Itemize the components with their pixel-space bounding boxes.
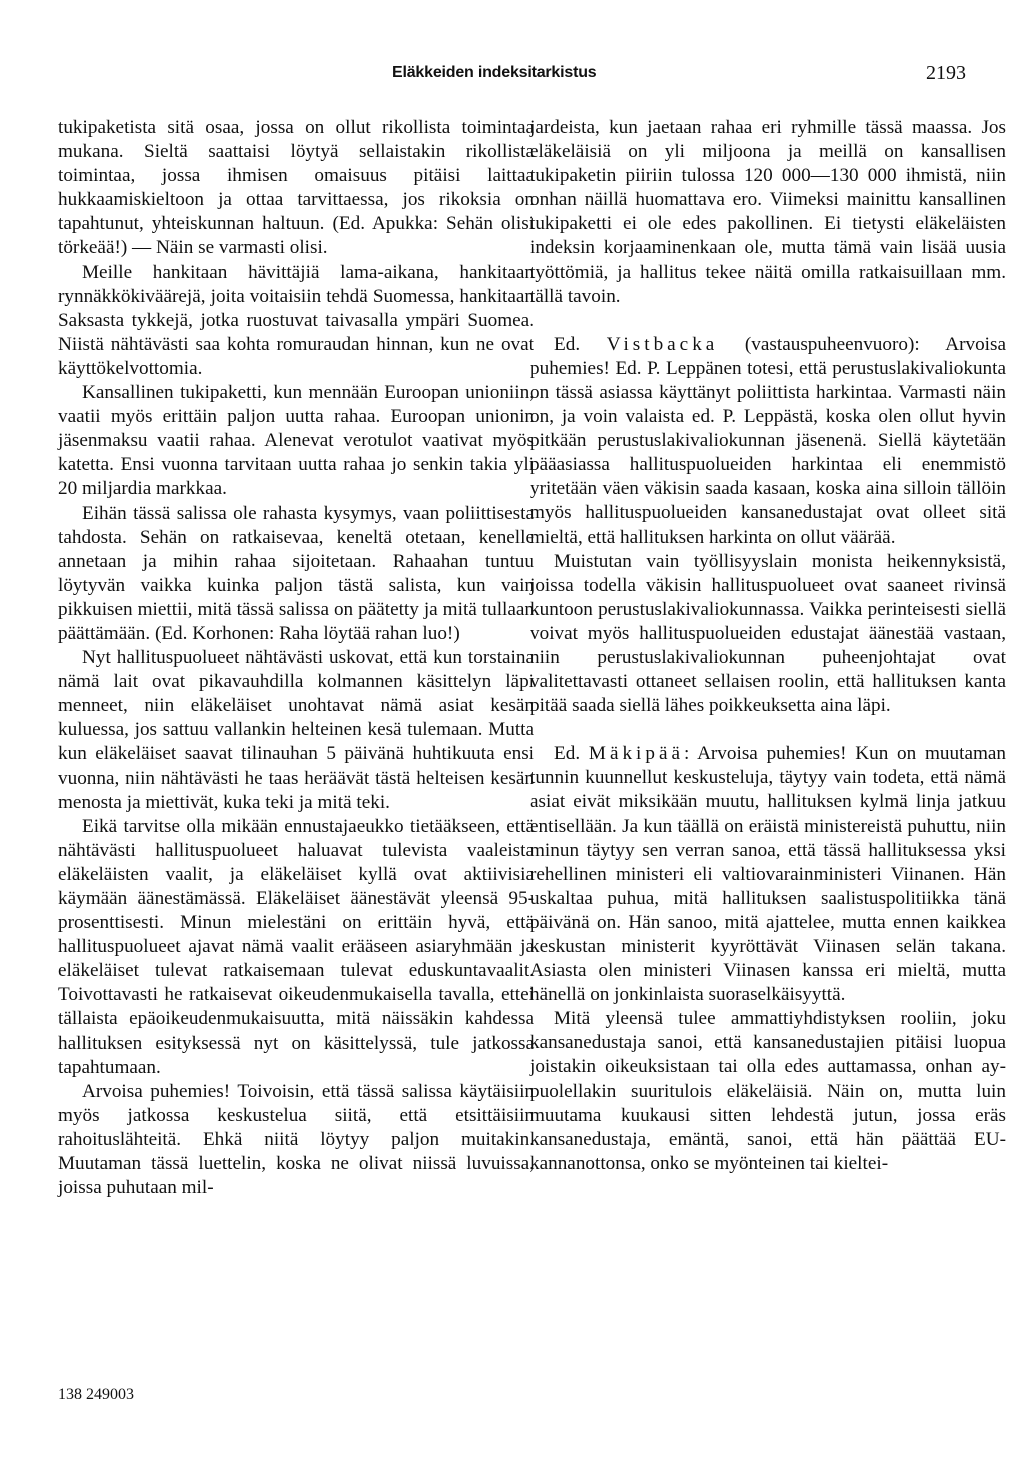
right-column	[530, 116, 1006, 1176]
speech-text: : Arvoisa puhemies! Kun on muutaman tunnin kuunnellut keskusteluja, täytyy vain todeta, että nämä asiat eivät miksikään muutu, hallituksen kylmä linja jatkuu entisellään. Ja kun täällä on eräistä ministereistä puhuttu, niin minun täytyy sen verran sanoa, että tässä hallituksessa yksi rehellinen ministeri eli valtiovarainministeri Viinanen. Hän uskaltaa puhua, mitä hallituksen saalistuspolitiikka tänä päivänä on. Hän sanoo, mitä ajattelee, mutta ennen kaikkea keskustan ministerit kyyröttävät Viinasen selän takana. Asiasta olen ministeri Viinasen kanssa eri mieltä, mutta hänellä on jonkinlaista suoraselkäisyyttä.	[530, 743, 1007, 1006]
speaker-name: Mäkipää	[588, 743, 685, 765]
paragraph: Kansallinen tukipaketti, kun mennään Euroopan unioniin, vaatii myös erittäin paljon uutta rahaa. Euroopan unionin jäsenmaksu vaatii rahaa. Alenevat verotulot vaativat myös katetta. Ensi vuonna tarvitaan uutta rahaa jo senkin takia yli 20 miljardia markkaa.	[58, 382, 534, 500]
left-column	[58, 116, 534, 1200]
paragraph: Meille hankitaan hävittäjiä lama-aikana, hankitaan rynnäkkökiväärejä, joita voitaisiin tehdä Suomessa, hankitaan Saksasta tykkejä, jotka ruostuvat taivasalla ympäri Suomea. Niistä nähtävästi saa kohta romuraudan hinnan, kun ne ovat käyttökelvottomia.	[58, 261, 534, 379]
paragraph: tukipaketista sitä osaa, jossa on ollut rikollista toimintaa mukana. Sieltä saattaisi löytyä sellaistakin rikollista toimintaa, jossa ihmisen omaisuus pitäisi laittaa hukkaamiskieltoon ja ottaa tarvittaessa, jos rikoksia on tapahtunut, yhteiskunnan haltuun. (Ed. Apukka: Sehän olisi törkeää!) — Näin se varmasti olisi.	[58, 117, 534, 259]
page-header	[0, 60, 1024, 92]
paragraph: Eihän tässä salissa ole rahasta kysymys, vaan poliittisesta tahdosta. Sehän on ratkaisevaa, keneltä otetaan, kenelle annetaan ja mihin rahaa sijoitetaan. Rahaahan tuntuu löytyvän vaikka kuinka paljon tästä salista, kun vain pikkuisen miettii, mitä tässä salissa on päätetty ja mitä tullaan päättämään. (Ed. Korhonen: Raha löytää rahan luo!)	[58, 502, 534, 644]
paragraph: Eikä tarvitse olla mikään ennustajaeukko tietääkseen, että nähtävästi hallituspuolueet haluavat tulevista vaaleista eläkeläisten vaalit, ja eläkeläiset kyllä ovat aktiivisia käymään äänestämässä. Eläkeläiset äänestävät yleensä 95-prosenttisesti. Minun mielestäni on erittäin hyvä, että hallituspuolueet ajavat nämä vaalit erääseen asiaryhmään ja eläkeläiset tulevat ratkaisemaan tulevat eduskuntavaalit. Toivottavasti he ratkaisevat oikeudenmukaisella tavalla, ettei tällaista epäoikeudenmukaisuutta, mitä näissäkin kahdessa hallituksen esityksessä nyt on käsittelyssä, tule jatkossa tapahtumaan.	[58, 815, 534, 1078]
speech-prefix: Ed.	[554, 333, 581, 355]
speech-text: (vastauspuheenvuoro): Arvoisa puhemies! Ed. P. Leppänen totesi, että perustuslakivaliokunta on tässä asiassa käyttänyt poliittista harkintaa. Varmasti näin on, ja voin valaista ed. P. Leppästä, koska olen ollut hyvin pitkään perustuslakivaliokunnan jäsenenä. Siellä käytetään pääasiassa hallituspuolueiden harkintaa eli enemmistö yritetään väen väkisin saada kasaan, koska aina silloin tällöin myös hallituspuolueiden kansanedustajat ovat olleet sitä mieltä, että hallituksen harkinta on ollut väärää.	[530, 333, 1006, 548]
paragraph: jardeista, kun jaetaan rahaa eri ryhmille tässä maassa. Jos eläkeläisiä on yli miljoona ja meillä on kansallisen tukipaketin piiriin tulossa 120 000—130 000 ihmistä, niin onhan näillä huomattava ero. Viimeksi mainittu kansallinen tukipaketti ei ole edes pakollinen. Ei tietysti eläkeläisten indeksin korjaaminenkaan ole, mutta tämä vain lisää uusia työttömiä, ja hallitus tekee näitä omilla ratkaisuillaan mm. tällä tavoin.	[530, 117, 1006, 307]
speech-paragraph	[530, 742, 1006, 1007]
paragraph: Mitä yleensä tulee ammattiyhdistyksen rooliin, joku kansanedustaja sanoi, että kansanedustajien pitäisi luopua joistakin oikeuksistaan tai olla edes auttamassa, onhan ay-puolellakin suuritulois eläkeläisiä. Näin on, mutta luin muutama kuukausi sitten lehdestä jutun, jossa eräs kansanedustaja, emäntä, sanoi, että hän päättää EU-kannanottonsa, onko se myönteinen tai kieltei-	[530, 1008, 1006, 1174]
paragraph: Nyt hallituspuolueet nähtävästi uskovat, että kun torstaina nämä lait ovat pikavauhdilla kolmannen käsittelyn läpi menneet, niin eläkeläiset unohtavat nämä asiat kesän kuluessa, jos sattuu vallankin helteinen kesä tulemaan. Mutta kun eläkeläiset saavat tilinauhan 5 päivänä huhtikuuta ensi vuonna, niin nähtävästi he taas heräävät tästä helteisen kesän menosta ja miettivät, kuka teki ja mitä teki.	[58, 647, 534, 813]
print-code: 138 249003	[58, 1386, 134, 1403]
speech-prefix: Ed.	[554, 743, 581, 765]
speech-paragraph	[530, 333, 1006, 550]
paragraph: Muistutan vain työllisyyslain monista heikennyksistä, joissa todella väkisin hallituspuolueet ovat saaneet rivinsä kuntoon perustuslakivaliokunnassa. Vaikka perinteisesti siellä voivat myös hallituspuolueiden edustajat äänestää vastaan, niin perustuslakivaliokunnan puheenjohtajat ovat valitettavasti ottaneet sellaisen roolin, että hallituksen kanta pitää saada siellä lähes poikkeuksetta aina läpi.	[530, 550, 1006, 717]
running-title: Eläkkeiden indeksitarkistus	[392, 64, 597, 81]
paragraph: Arvoisa puhemies! Toivoisin, että tässä salissa käytäisiin myös jatkossa keskustelua siitä, että etsittäisiin rahoituslähteitä. Ehkä niitä löytyy paljon muitakin. Muutaman tässä luettelin, koska ne olivat niissä luvuissa, joissa puhutaan mil-	[58, 1080, 534, 1199]
speaker-name: Vistbacka	[606, 333, 719, 355]
page-number: 2193	[926, 62, 966, 84]
